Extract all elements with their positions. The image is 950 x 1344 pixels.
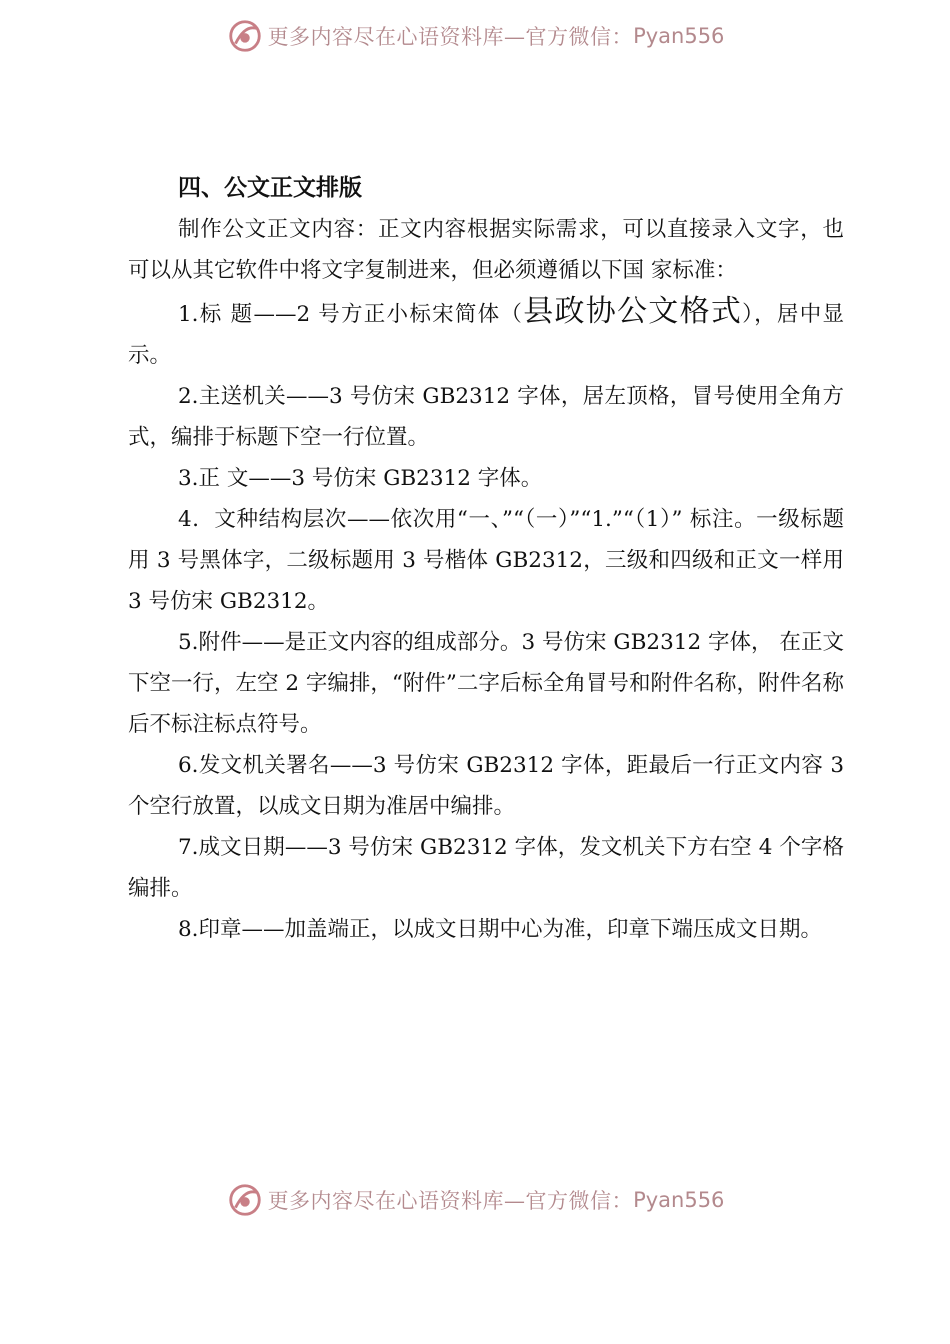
section-heading: 四、公文正文排版 xyxy=(178,175,362,201)
item-paragraph: 2.主送机关——3 号仿宋 GB2312 字体，居左顶格，冒号使用全角方式，编排于标题下空一行位置。 xyxy=(128,384,844,450)
item-paragraph: 5.附件——是正文内容的组成部分。3 号仿宋 GB2312 字体， 在正文下空一行，左空 2 字编排，“附件”二字后标全角冒号和附件名称，附件名称后不标注标点符号。 xyxy=(128,630,844,737)
watermark-id: Pyan556 xyxy=(633,24,725,48)
watermark-id: Pyan556 xyxy=(633,1188,725,1212)
item1-after: ），居中显示。 xyxy=(128,302,844,368)
item-paragraph: 7.成文日期——3 号仿宋 GB2312 字体，发文机关下方右空 4 个字格编排。 xyxy=(128,835,844,901)
watermark-footer xyxy=(0,1180,950,1220)
logo-icon xyxy=(226,17,264,55)
item-paragraph: 4．文种结构层次——依次用“一、”“（一）”“1.”“（1）” 标注。一级标题用 3 号黑体字，二级标题用 3 号楷体 GB2312，三级和四级和正文一样用 3 号仿宋 GB2312。 xyxy=(128,507,844,614)
logo-icon xyxy=(226,1181,264,1219)
item-paragraph: 6.发文机关署名——3 号仿宋 GB2312 字体，距最后一行正文内容 3 个空行放置，以成文日期为准居中编排。 xyxy=(128,753,844,819)
item-paragraph: 3.正 文——3 号仿宋 GB2312 字体。 xyxy=(178,466,543,491)
watermark-text: 更多内容尽在心语资料库—官方微信： xyxy=(267,1189,634,1213)
item1-highlight: 县政协公文格式 xyxy=(523,294,743,329)
watermark-header xyxy=(0,16,950,56)
intro-paragraph: 制作公文正文内容：正文内容根据实际需求，可以直接录入文字，也可以从其它软件中将文字复制进来，但必须遵循以下国 家标准： xyxy=(128,217,844,283)
item-title-paragraph xyxy=(128,291,844,376)
item1-before: 1.标 题——2 号方正小标宋简体（ xyxy=(178,302,524,327)
watermark-text: 更多内容尽在心语资料库—官方微信： xyxy=(267,25,634,49)
item-paragraph: 8.印章——加盖端正，以成文日期中心为准，印章下端压成文日期。 xyxy=(178,917,823,942)
document-body xyxy=(128,168,844,950)
